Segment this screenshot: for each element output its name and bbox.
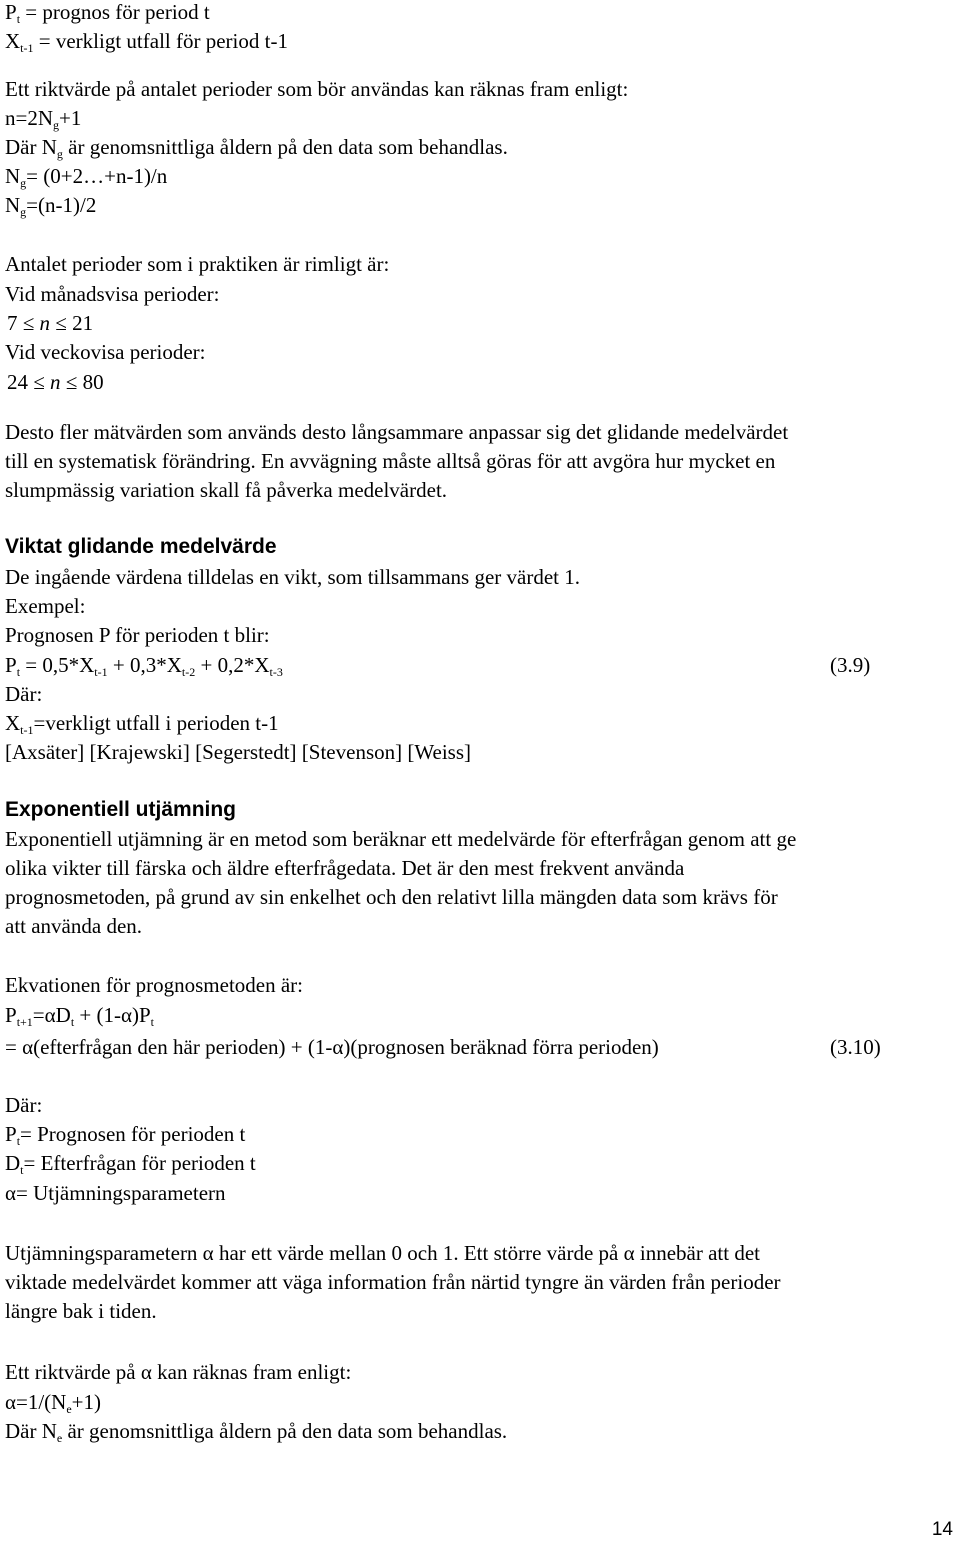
- section-heading-viktat: Viktat glidande medelvärde: [5, 535, 277, 558]
- formula-ng-simplified: $N_g=(n-1)/2$: [5, 193, 97, 219]
- paragraph-line: olika vikter till färska och äldre efterfrågedata. Det är den mest frekvent använda: [5, 856, 685, 880]
- equation-number: (3.9): [830, 653, 871, 677]
- paragraph-line: Exponentiell utjämning är en metod som beräknar ett medelvärde för efterfrågan genom att ge: [5, 827, 797, 851]
- monthly-label: Vid månadsvisa perioder:: [5, 282, 220, 306]
- formula-ng-sum: $N_g=$ (0+2…+n-1)/n: [5, 164, 168, 190]
- def-ne: Där $N_e$ är genomsnittliga åldern på den data som behandlas.: [5, 1419, 508, 1445]
- formula-ng-def: Där $N_g$ är genomsnittliga åldern på den data som behandlas.: [5, 135, 508, 161]
- formula-n: $n=2N_g+1$: [5, 106, 82, 132]
- paragraph-line: till en systematisk förändring. En avvägning måste alltså göras för att avgöra hur mycket en: [5, 449, 776, 473]
- paragraph-line: Där:: [5, 1093, 43, 1117]
- equation-3-10: = α(efterfrågan den här perioden) + (1-α)(prognosen beräknad förra perioden): [5, 1035, 659, 1059]
- paragraph-line: Prognosen P för perioden t blir:: [5, 623, 270, 647]
- xdef-line: $X_{t-1}=verkligt$ utfall i perioden t-1: [5, 711, 279, 737]
- paragraph-line: Utjämningsparametern α har ett värde mellan 0 och 1. Ett större värde på α innebär att det: [5, 1241, 760, 1265]
- def-prognos: $P_t$ = prognos för period t: [5, 0, 210, 26]
- paragraph-line: Exempel:: [5, 594, 86, 618]
- equation-expo: $P_{t+1}=\alpha D_t + (1-\alpha)P_t$: [5, 1003, 155, 1029]
- def-alpha: α= Utjämningsparametern: [5, 1181, 226, 1205]
- equation-number: (3.10): [830, 1035, 881, 1059]
- paragraph-line: Där:: [5, 682, 43, 706]
- riktvarde-intro: Ett riktvärde på antalet perioder som bör användas kan räknas fram enligt:: [5, 77, 629, 101]
- section-heading-expo: Exponentiell utjämning: [5, 798, 237, 821]
- page-number: 14: [931, 1519, 953, 1540]
- def-pt: $P_t=$ Prognosen för perioden t: [5, 1122, 246, 1148]
- paragraph-line: slumpmässig variation skall få påverka medelvärdet.: [5, 478, 448, 502]
- weekly-label: Vid veckovisa perioder:: [5, 340, 206, 364]
- praktik-intro: Antalet perioder som i praktiken är rimligt är:: [5, 252, 390, 276]
- monthly-range: 7 ≤ n ≤ 21: [7, 311, 94, 335]
- paragraph-line: Desto fler mätvärden som används desto långsammare anpassar sig det glidande medelvärdet: [5, 420, 789, 444]
- paragraph-line: De ingående värdena tilldelas en vikt, som tillsammans ger värdet 1.: [5, 565, 580, 589]
- paragraph-line: prognosmetoden, på grund av sin enkelhet och den relativt lilla mängden data som krävs för: [5, 885, 778, 909]
- def-utfall: $X_{t-1}$ = verkligt utfall för period t-1: [5, 29, 288, 55]
- references: [Axsäter] [Krajewski] [Segerstedt] [Stevenson] [Weiss]: [5, 740, 471, 764]
- def-dt: $D_t=$ Efterfrågan för perioden t: [5, 1151, 256, 1177]
- paragraph-line: Ett riktvärde på α kan räknas fram enligt:: [5, 1360, 352, 1384]
- paragraph-line: Ekvationen för prognosmetoden är:: [5, 973, 303, 997]
- paragraph-line: viktade medelvärdet kommer att väga information från närtid tyngre än värden från perioder: [5, 1270, 781, 1294]
- paragraph-line: att använda den.: [5, 914, 143, 938]
- weekly-range: 24 ≤ n ≤ 80: [7, 370, 104, 394]
- equation-alpha: $\alpha=1/(N_e+1)$: [5, 1390, 102, 1416]
- paragraph-line: längre bak i tiden.: [5, 1299, 157, 1323]
- equation-3-9: $P_t = 0,5*X_{t-1} + 0,3*X_{t-2} + 0,2*X_{t-3}$: [5, 653, 283, 679]
